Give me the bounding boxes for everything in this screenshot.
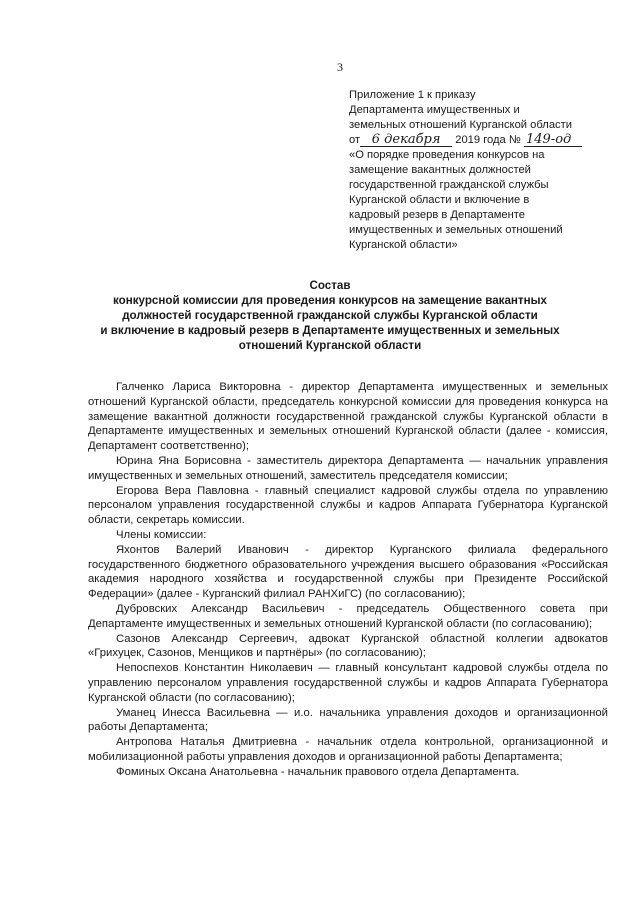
- page-number: 3: [337, 60, 343, 74]
- appendix-line-1: Приложение 1 к приказу: [349, 89, 476, 101]
- member-paragraph: Непоспехов Константин Николаевич — главный консультант кадровой службы отдела по управлению персоналом управления государственной службы и кадров Аппарата Губернатора Курганской области (по согласованию);: [88, 662, 608, 704]
- member-paragraph: Сазонов Александр Сергеевич, адвокат Курганской областной коллегии адвокатов «Грихуцек, Сазонов, Менщиков и партнёры» (по согласованию);: [88, 632, 608, 660]
- members-heading: Члены комиссии:: [116, 528, 207, 541]
- title-line-2: конкурсной комиссии для проведения конкурсов на замещение вакантных: [113, 294, 547, 307]
- title-line-1: Состав: [309, 279, 351, 292]
- appendix-subject-line: кадровый резерв в Департаменте: [349, 209, 526, 221]
- member-paragraph: Яхонтов Валерий Иванович - директор Курганского филиала федерального государственного бюджетного образовательного учреждения высшего образования «Российская академия народного хозяйства и государственной службы при Президенте Российской Федерации» (далее - Курганский филиал РАНХиГС) (по согласованию);: [88, 543, 608, 601]
- title-line-3: должностей государственной гражданской службы Курганской области: [122, 309, 538, 322]
- member-paragraph: Галченко Лариса Викторовна - директор Департамента имущественных и земельных отношений Курганской области, председатель конкурсной комиссии для проведения конкурса на замещение вакантной должности государственной гражданской службы Курганской области в Департаменте имущественных и земельных отношений Курганской области (далее - комиссия, Департамент соответственно);: [88, 381, 608, 453]
- appendix-header: [349, 88, 611, 253]
- member-paragraph: Уманец Инесса Васильевна — и.о. начальника управления доходов и организационной работы Департамента;: [88, 706, 608, 734]
- handwritten-order-number: 149-од: [524, 133, 582, 147]
- title-line-4: и включение в кадровый резерв в Департаменте имущественных и земельных: [100, 324, 560, 337]
- appendix-subject-line: Курганской области»: [349, 239, 458, 251]
- document-title: [90, 278, 570, 353]
- appendix-line-3: земельных отношений Курганской области: [349, 119, 573, 131]
- member-paragraph: Антропова Наталья Дмитриевна - начальник отдела контрольной, организационной и мобилизационной работы управления доходов и организационной работы Департамента;: [88, 736, 608, 763]
- date-prefix: от: [349, 134, 361, 146]
- handwritten-date: 6 декабря: [360, 133, 452, 147]
- appendix-subject-line: имущественных и земельных отношений: [349, 224, 563, 236]
- appendix-date-line: [349, 133, 611, 148]
- member-paragraph: Юрина Яна Борисовна - заместитель директора Департамента — начальник управления имущественных и земельных отношений, заместитель председателя комиссии;: [88, 454, 608, 482]
- appendix-line-2: Департамента имущественных и: [349, 104, 520, 116]
- year-text: 2019 года №: [455, 134, 521, 146]
- member-paragraph: Дубровских Александр Васильевич - председатель Общественного совета при Департаменте имущественных и земельных отношений Курганской области (по согласованию);: [88, 602, 608, 630]
- member-paragraph: Егорова Вера Павловна - главный специалист кадровой службы отдела по управлению персоналом управления государственной службы и кадров Аппарата Губернатора Курганской области, секретарь комиссии.: [88, 484, 608, 527]
- appendix-subject-line: государственной гражданской службы: [349, 179, 549, 191]
- title-line-5: отношений Курганской области: [238, 339, 422, 352]
- commission-members-list: [88, 380, 608, 780]
- appendix-subject-line: Курганской области и включение в: [349, 194, 530, 206]
- appendix-subject-line: «О порядке проведения конкурсов на: [349, 149, 545, 161]
- appendix-subject-line: замещение вакантных должностей: [349, 164, 531, 176]
- member-paragraph: Фоминых Оксана Анатольевна - начальник правового отдела Департамента.: [116, 765, 520, 778]
